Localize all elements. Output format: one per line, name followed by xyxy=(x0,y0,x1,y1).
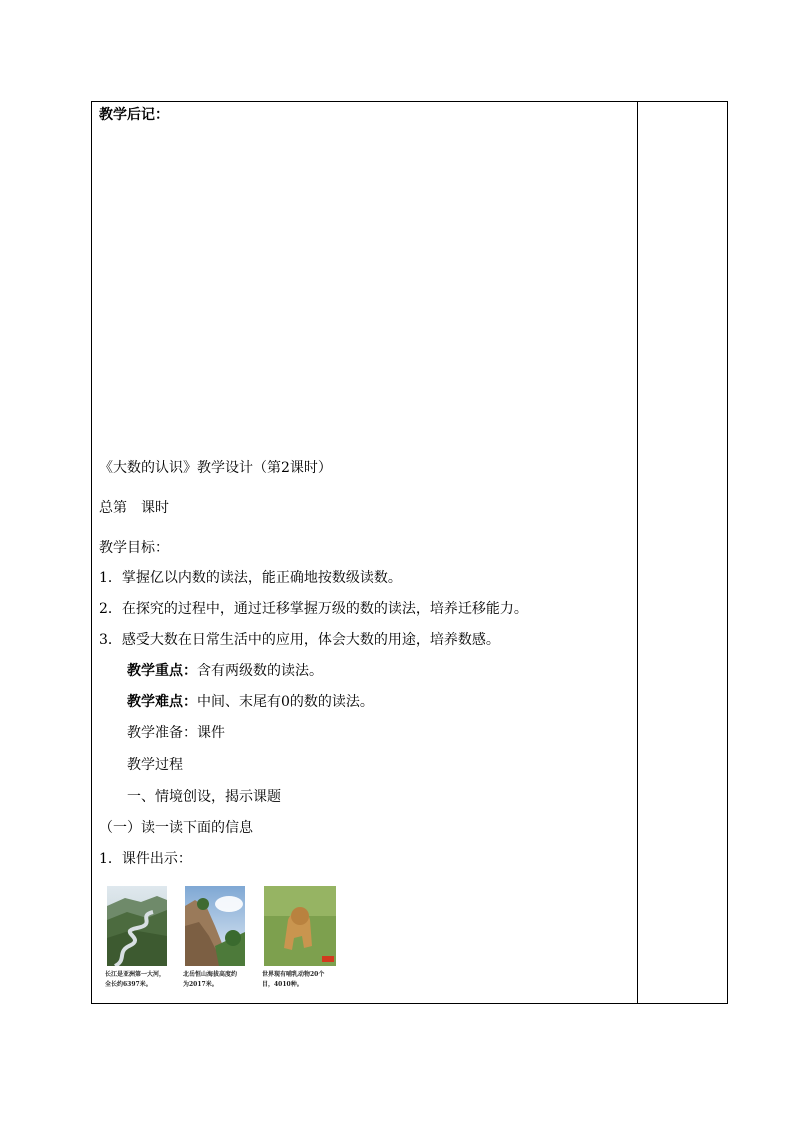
mountain-caption: 北岳恒山海拔高度约 为2017米。 xyxy=(183,971,238,988)
preparation: 教学准备：课件 xyxy=(127,725,225,741)
subsection-one: （一）读一读下面的信息 xyxy=(99,820,253,836)
lion-photo xyxy=(264,886,336,966)
lion-caption: 世界现有哺乳动物20个 目，4010种。 xyxy=(262,971,325,988)
key-point-label: 教学重点： xyxy=(127,663,197,679)
objective-item: 3．感受大数在日常生活中的应用，体会大数的用途，培养数感。 xyxy=(99,632,500,648)
objectives-heading: 教学目标： xyxy=(99,540,169,556)
document-title: 《大数的认识》教学设计（第2课时） xyxy=(99,460,332,476)
lesson-table xyxy=(91,101,728,1004)
objective-item: 1．掌握亿以内数的读法，能正确地按数级读数。 xyxy=(99,570,402,586)
river-caption: 长江是亚洲第一大河， 全长约6397米。 xyxy=(105,971,166,988)
objective-item: 2．在探究的过程中，通过迁移掌握万级的数的读法，培养迁移能力。 xyxy=(99,601,528,617)
difficulty-text: 中间、末尾有0的数的读法。 xyxy=(197,694,374,710)
postscript-heading: 教学后记： xyxy=(99,107,169,123)
river-photo xyxy=(107,886,167,966)
process-heading: 教学过程 xyxy=(127,757,183,773)
difficulty-label: 教学难点： xyxy=(127,694,197,710)
key-point-text: 含有两级数的读法。 xyxy=(197,663,323,679)
mountain-photo xyxy=(185,886,245,966)
difficulty xyxy=(127,693,374,711)
section-one: 一、情境创设，揭示课题 xyxy=(127,789,281,805)
lesson-count: 总第 课时 xyxy=(99,500,169,516)
column-divider xyxy=(637,102,638,1003)
courseware-line: 1．课件出示： xyxy=(99,851,192,867)
key-point xyxy=(127,662,323,680)
